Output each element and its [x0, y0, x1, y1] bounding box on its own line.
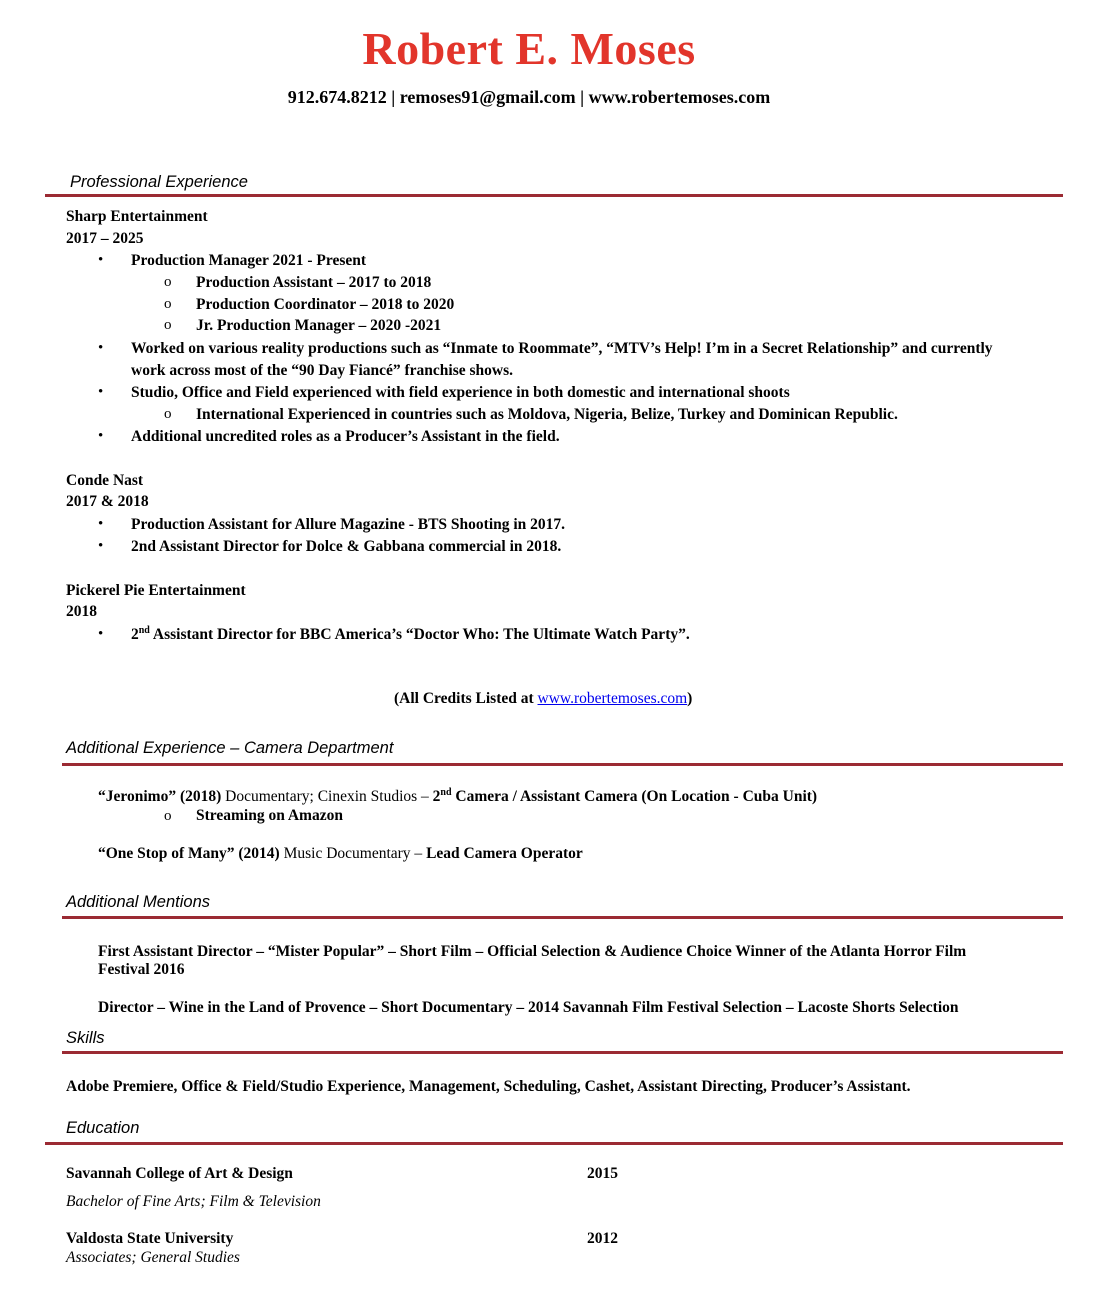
- credit-title: “Jeronimo” (2018): [98, 788, 222, 805]
- list-item: International Experienced in countries such as Moldova, Nigeria, Belize, Turkey and Dominican Republic.: [196, 406, 898, 423]
- credit-desc: Documentary; Cinexin Studios –: [221, 788, 433, 805]
- dates-sharp: 2017 – 2025: [66, 230, 144, 247]
- circle-bullet-icon: o: [164, 406, 172, 422]
- list-item: Production Coordinator – 2018 to 2020: [196, 296, 455, 313]
- dates-pickerel: 2018: [66, 603, 97, 620]
- company-sharp: Sharp Entertainment: [66, 208, 208, 225]
- contact-line: 912.674.8212 | remoses91@gmail.com | www.robertemoses.com: [287, 87, 771, 107]
- credits-prefix: (All Credits Listed at: [394, 690, 538, 707]
- bullet-icon: •: [98, 384, 104, 400]
- list-item: 2nd Assistant Director for Dolce & Gabbana commercial in 2018.: [131, 538, 562, 555]
- list-item: [131, 626, 690, 644]
- section-divider: [62, 763, 1063, 766]
- graduation-year: 2015: [587, 1165, 618, 1182]
- website-link[interactable]: www.robertemoses.com: [537, 690, 688, 707]
- section-title-mentions: Additional Mentions: [66, 893, 211, 911]
- bullet-icon: •: [98, 538, 104, 554]
- section-title-camera: Additional Experience – Camera Department: [66, 739, 394, 757]
- credit-desc: Music Documentary –: [279, 845, 427, 862]
- section-title-education: Education: [66, 1119, 140, 1137]
- mention-item: Director – Wine in the Land of Provence – Short Documentary – 2014 Savannah Film Festival Selection – Lacoste Shorts Selection: [98, 999, 959, 1016]
- section-divider: [45, 194, 1063, 197]
- circle-bullet-icon: o: [164, 808, 172, 824]
- list-item-continued: work across most of the “90 Day Fiancé” franchise shows.: [131, 362, 514, 379]
- circle-bullet-icon: o: [164, 296, 172, 312]
- credit-jeronimo: [98, 788, 817, 806]
- list-item: Studio, Office and Field experienced with field experience in both domestic and international shoots: [131, 384, 790, 401]
- ordinal-number: 2: [131, 626, 139, 643]
- credit-role: Lead Camera Operator: [426, 845, 583, 862]
- dates-conde: 2017 & 2018: [66, 493, 149, 510]
- list-item: Worked on various reality productions such as “Inmate to Roommate”, “MTV’s Help! I’m in a Secret Relationship” and currently: [131, 340, 993, 357]
- section-title-professional: Professional Experience: [70, 173, 248, 191]
- list-item-text: Assistant Director for BBC America’s “Doctor Who: The Ultimate Watch Party”.: [149, 626, 690, 643]
- section-divider: [62, 916, 1063, 919]
- graduation-year: 2012: [587, 1230, 618, 1247]
- credit-title: “One Stop of Many” (2014): [98, 845, 280, 862]
- school-name: Valdosta State University: [66, 1230, 234, 1247]
- degree: Bachelor of Fine Arts; Film & Television: [66, 1193, 321, 1210]
- company-conde: Conde Nast: [66, 472, 144, 489]
- credit-role: Camera / Assistant Camera (On Location - Cuba Unit): [451, 788, 818, 805]
- bullet-icon: •: [98, 428, 104, 444]
- circle-bullet-icon: o: [164, 274, 172, 290]
- list-item: Production Manager 2021 - Present: [131, 252, 367, 269]
- bullet-icon: •: [98, 252, 104, 268]
- school-name: Savannah College of Art & Design: [66, 1165, 293, 1182]
- credits-line: [394, 690, 692, 708]
- bullet-icon: •: [98, 626, 104, 642]
- list-item: Jr. Production Manager – 2020 -2021: [196, 317, 442, 334]
- list-item: Production Assistant for Allure Magazine - BTS Shooting in 2017.: [131, 516, 566, 533]
- mention-item-continued: Festival 2016: [98, 961, 185, 978]
- bullet-icon: •: [98, 340, 104, 356]
- credit-one-stop: [98, 845, 583, 863]
- skills-text: Adobe Premiere, Office & Field/Studio Experience, Management, Scheduling, Cashet, Assistant Directing, Producer’s Assistant.: [66, 1078, 911, 1095]
- list-item: Additional uncredited roles as a Producer’s Assistant in the field.: [131, 428, 560, 445]
- resume-name: Robert E. Moses: [362, 23, 696, 74]
- ordinal-suffix: nd: [138, 625, 150, 636]
- circle-bullet-icon: o: [164, 317, 172, 333]
- list-item: Production Assistant – 2017 to 2018: [196, 274, 432, 291]
- section-title-skills: Skills: [66, 1029, 105, 1047]
- bullet-icon: •: [98, 516, 104, 532]
- ordinal-suffix: nd: [440, 787, 452, 798]
- list-item: Streaming on Amazon: [196, 807, 343, 824]
- company-pickerel: Pickerel Pie Entertainment: [66, 582, 246, 599]
- ordinal-number: 2: [432, 788, 441, 805]
- section-divider: [45, 1142, 1063, 1145]
- section-divider: [62, 1051, 1063, 1054]
- credits-suffix: ): [687, 690, 693, 707]
- degree: Associates; General Studies: [66, 1249, 240, 1266]
- mention-item: First Assistant Director – “Mister Popular” – Short Film – Official Selection & Audience Choice Winner of the Atlanta Horror Film: [98, 943, 967, 960]
